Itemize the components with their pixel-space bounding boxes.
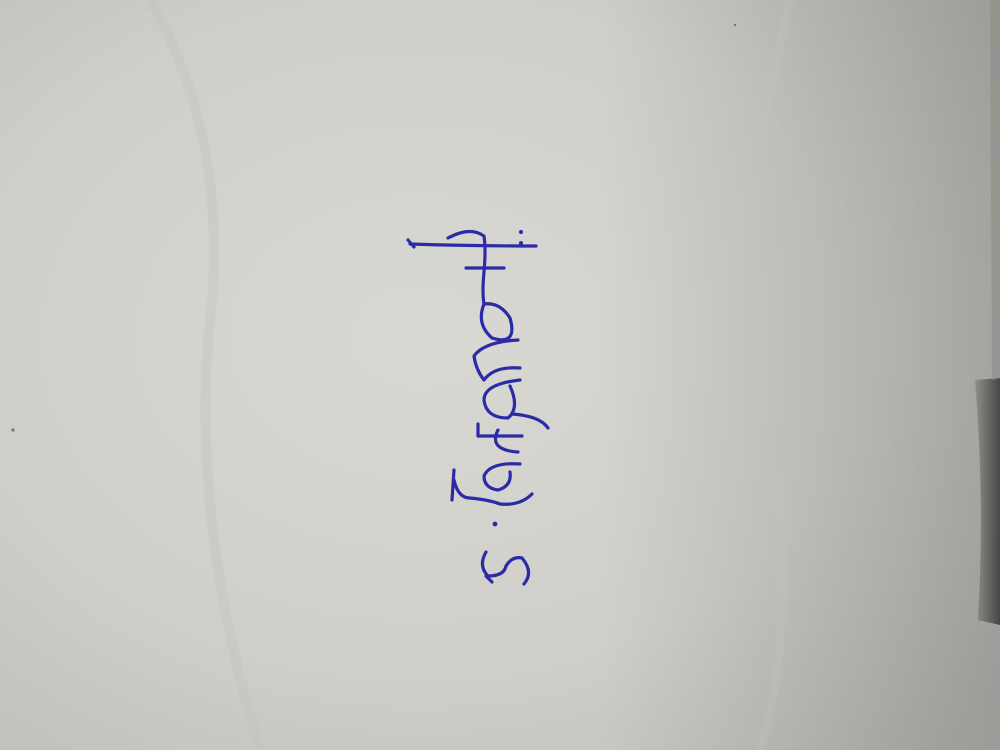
paper-shadow-gradient (600, 0, 1000, 750)
handwritten-signature-stroke (452, 470, 454, 500)
handwritten-signature-dot (519, 241, 523, 245)
paper-speck (734, 24, 736, 26)
handwritten-signature-dot (519, 230, 523, 234)
paper-speck (11, 428, 14, 431)
handwritten-signature-dot (493, 522, 498, 527)
